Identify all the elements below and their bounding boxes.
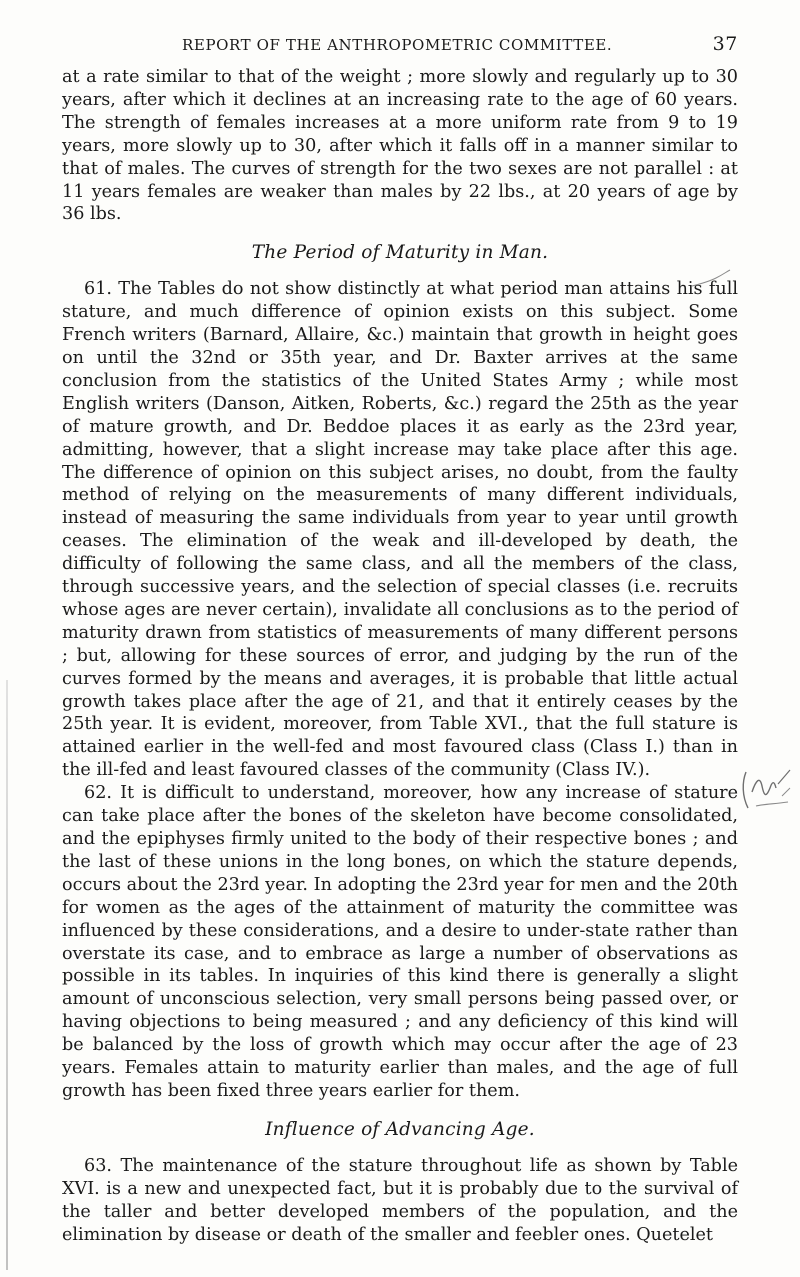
handwritten-margin-mark-icon: [738, 762, 794, 822]
page-number: 37: [712, 33, 738, 55]
body-text: [62, 66, 738, 1246]
section-heading-age: Influence of Advancing Age.: [265, 1118, 535, 1140]
running-header: [62, 33, 738, 60]
page-edge-shadow: [6, 680, 8, 1270]
paragraph-61: 61. The Tables do not show distinctly at what period man attains his full stature, and much difference of opinion exists on this subject. Some French writers (Barnard, Allaire, &c.) maintain that growth in height goes on until the 32nd or 35th year, and Dr. Baxter arrives at the same conclusion from the statistics of the United States Army ; while most English writers (Danson, Aitken, Roberts, &c.) regard the 25th as the year of mature growth, and Dr. Beddoe places it as early as the 23rd year, admitting, however, that a slight increase may take place after this age. The difference of opinion on this subject arises, no doubt, from the faulty method of relying on the measurements of many different individuals, instead of measuring the same individuals from year to year until growth ceases. The elimination of the weak and ill-developed by death, the difficulty of following the same class, and all the members of the class, through successive years, and the selection of special classes (i.e. recruits whose ages are never certain), invalidate all conclusions as to the period of maturity drawn from statistics of measurements of many different persons ; but, allowing for these sources of error, and judging by the run of the curves formed by the means and averages, it is probable that little actual growth takes place after the age of 21, and that it entirely ceases by the 25th year. It is evident, moreover, from Table XVI., that the full stature is attained earlier in the well-fed and most favoured class (Class I.) than in the ill-fed and least favoured classes of the community (Class IV.).: [62, 279, 738, 781]
paragraph-62: 62. It is difficult to understand, moreover, how any increase of stature can take place after the bones of the skeleton have become consolidated, and the epiphyses firmly united to the body of their respective bones ; and the last of these unions in the long bones, on which the stature depends, occurs about the 23rd year. In adopting the 23rd year for men and the 20th for women as the ages of the attainment of maturity the committee was influenced by these considerations, and a desire to under-state rather than overstate its case, and to embrace as large a number of observations as possible in its tables. In inquiries of this kind there is generally a slight amount of unconscious selection, very small persons being passed over, or having objections to being measured ; and any deficiency of this kind will be balanced by the loss of growth which may occur after the age of 23 years. Females attain to maturity earlier than males, and the age of full growth has been fixed three years earlier for them.: [62, 783, 738, 1101]
intro-paragraph: at a rate similar to that of the weight ; more slowly and regularly up to 30 years, after which it declines at an increasing rate to the age of 60 years. The strength of females increases at a more uniform rate from 9 to 19 years, more slowly up to 30, after which it falls off in a manner similar to that of males. The curves of strength for the two sexes are not parallel : at 11 years females are weaker than males by 22 lbs., at 20 years of age by 36 lbs.: [62, 67, 738, 225]
paragraph-63: 63. The maintenance of the stature throughout life as shown by Table XVI. is a new and unexpected fact, but it is probably due to the survival of the taller and better developed members of the population, and the elimination by disease or death of the smaller and feebler ones. Quetelet: [62, 1155, 738, 1245]
running-title: REPORT OF THE ANTHROPOMETRIC COMMITTEE.: [182, 36, 613, 54]
section-heading-maturity: The Period of Maturity in Man.: [251, 242, 549, 264]
pencil-squiggle-icon: [690, 268, 732, 290]
